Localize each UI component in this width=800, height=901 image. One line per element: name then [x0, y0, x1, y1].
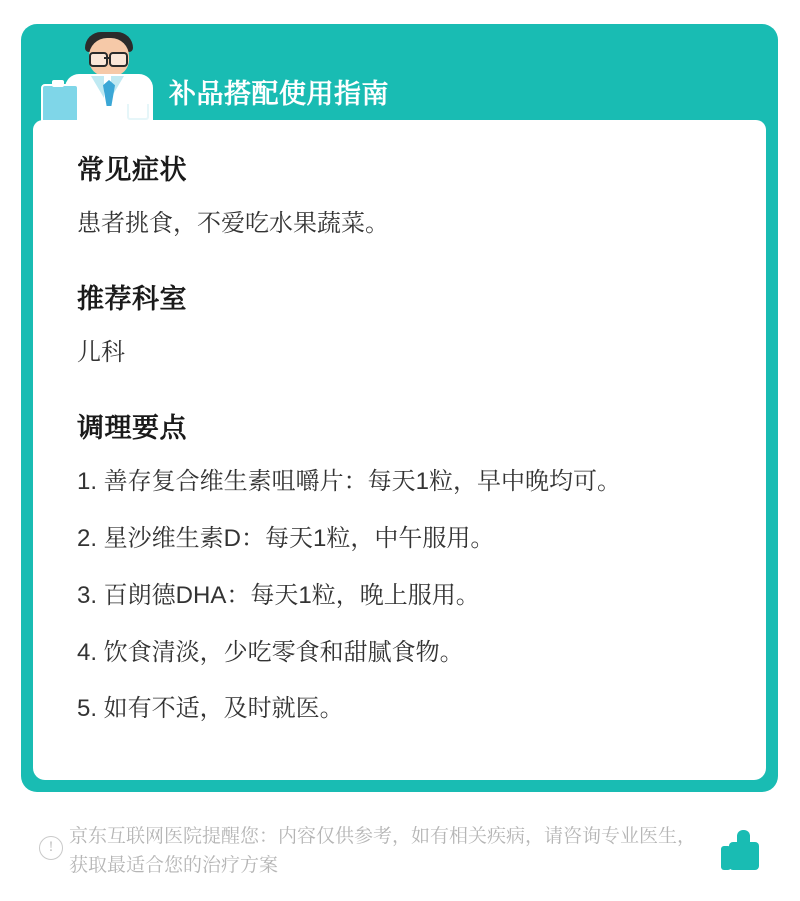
info-icon: !	[39, 836, 63, 860]
doctor-pocket	[127, 104, 149, 120]
section-heading-department: 推荐科室	[77, 284, 187, 315]
list-item: 5. 如有不适，及时就医。	[77, 695, 344, 723]
list-item: 4. 饮食清淡，少吃零食和甜腻食物。	[77, 638, 464, 666]
glasses-right-lens-icon	[109, 52, 128, 67]
glasses-bridge-icon	[104, 57, 109, 59]
thumbs-up-thumb	[737, 830, 750, 848]
advice-step-list	[77, 465, 727, 727]
section-heading-symptoms: 常见症状	[77, 155, 187, 185]
thumbs-up-icon[interactable]	[721, 830, 765, 872]
thumbs-up-side	[721, 846, 731, 870]
list-item: 3. 百朗德DHA：每天1粒，晚上服用。	[77, 581, 480, 609]
symptoms-text: 患者挑食，不爱吃水果蔬菜。	[77, 210, 389, 237]
list-item: 2. 星沙维生素D：每天1粒，中午服用。	[77, 524, 495, 552]
page-title: 补品搭配使用指南	[169, 79, 389, 109]
content-area	[77, 148, 727, 727]
card-body	[33, 120, 766, 780]
guide-card	[21, 24, 778, 792]
glasses-left-lens-icon	[89, 52, 108, 67]
department-text: 儿科	[77, 339, 125, 367]
clipboard-clip-icon	[52, 80, 64, 87]
section-heading-advice: 调理要点	[77, 413, 187, 444]
disclaimer-text: 京东互联网医院提醒您：内容仅供参考，如有相关疾病，请咨询专业医生，获取最适合您的治疗方案	[69, 826, 697, 877]
doctor-collar-left	[91, 76, 104, 98]
footer	[21, 810, 778, 888]
list-item: 1. 善存复合维生素咀嚼片：每天1粒，早中晚均可。	[77, 468, 622, 496]
